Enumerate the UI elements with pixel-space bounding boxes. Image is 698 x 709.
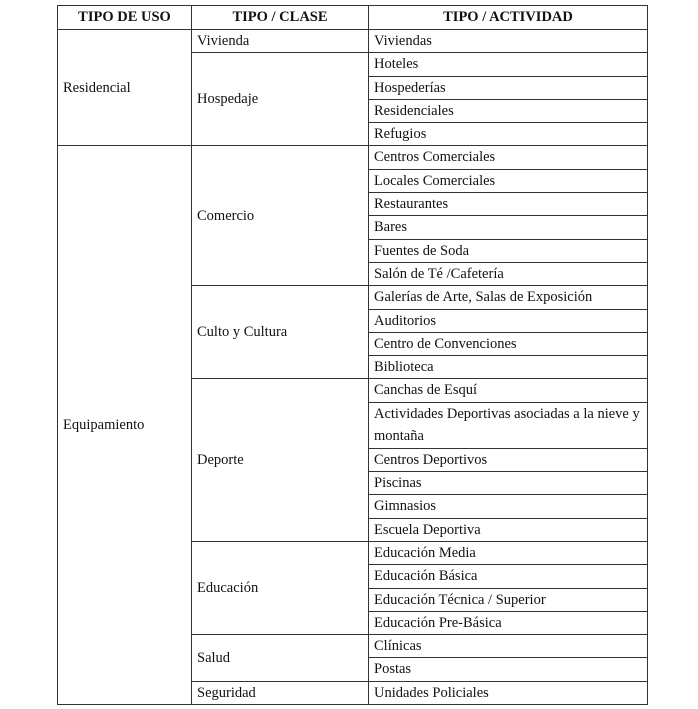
clase-hospedaje: Hospedaje: [192, 53, 369, 146]
actividad-cell: Centro de Convenciones: [369, 332, 648, 355]
actividad-cell: Restaurantes: [369, 193, 648, 216]
actividad-cell: Canchas de Esquí: [369, 379, 648, 402]
actividad-cell: Bares: [369, 216, 648, 239]
table-row: [58, 146, 648, 169]
actividad-cell: Locales Comerciales: [369, 169, 648, 192]
actividad-cell: Refugios: [369, 123, 648, 146]
actividad-cell: Escuela Deportiva: [369, 518, 648, 541]
actividad-cell: Viviendas: [369, 30, 648, 53]
clase-salud: Salud: [192, 635, 369, 682]
actividad-cell: Centros Comerciales: [369, 146, 648, 169]
actividad-cell: Fuentes de Soda: [369, 239, 648, 262]
actividad-cell: Hoteles: [369, 53, 648, 76]
clase-culto-y-cultura: Culto y Cultura: [192, 286, 369, 379]
header-tipo-actividad: TIPO / ACTIVIDAD: [369, 6, 648, 30]
uso-equipamiento: Equipamiento: [58, 146, 192, 705]
header-tipo-clase: TIPO / CLASE: [192, 6, 369, 30]
actividad-cell: Educación Pre-Básica: [369, 611, 648, 634]
actividad-cell: Unidades Policiales: [369, 681, 648, 704]
actividad-cell: Biblioteca: [369, 356, 648, 379]
actividad-cell: Residenciales: [369, 99, 648, 122]
actividad-cell: Piscinas: [369, 472, 648, 495]
header-row: [58, 6, 648, 30]
actividad-cell: Hospederías: [369, 76, 648, 99]
header-tipo-de-uso: TIPO DE USO: [58, 6, 192, 30]
actividad-cell: Educación Técnica / Superior: [369, 588, 648, 611]
actividad-cell: Gimnasios: [369, 495, 648, 518]
actividad-cell: Auditorios: [369, 309, 648, 332]
actividad-cell: Galerías de Arte, Salas de Exposición: [369, 286, 648, 309]
uso-residencial: Residencial: [58, 30, 192, 146]
clase-comercio: Comercio: [192, 146, 369, 286]
clase-deporte: Deporte: [192, 379, 369, 541]
actividad-cell: Actividades Deportivas asociadas a la nieve y montaña: [369, 402, 648, 448]
clase-seguridad: Seguridad: [192, 681, 369, 704]
land-use-table: [57, 5, 648, 705]
clase-educacion: Educación: [192, 541, 369, 634]
actividad-cell: Educación Básica: [369, 565, 648, 588]
table-row: [58, 30, 648, 53]
actividad-cell: Postas: [369, 658, 648, 681]
actividad-cell: Centros Deportivos: [369, 448, 648, 471]
clase-vivienda: Vivienda: [192, 30, 369, 53]
actividad-cell: Clínicas: [369, 635, 648, 658]
actividad-cell: Educación Media: [369, 541, 648, 564]
actividad-cell: Salón de Té /Cafetería: [369, 262, 648, 285]
